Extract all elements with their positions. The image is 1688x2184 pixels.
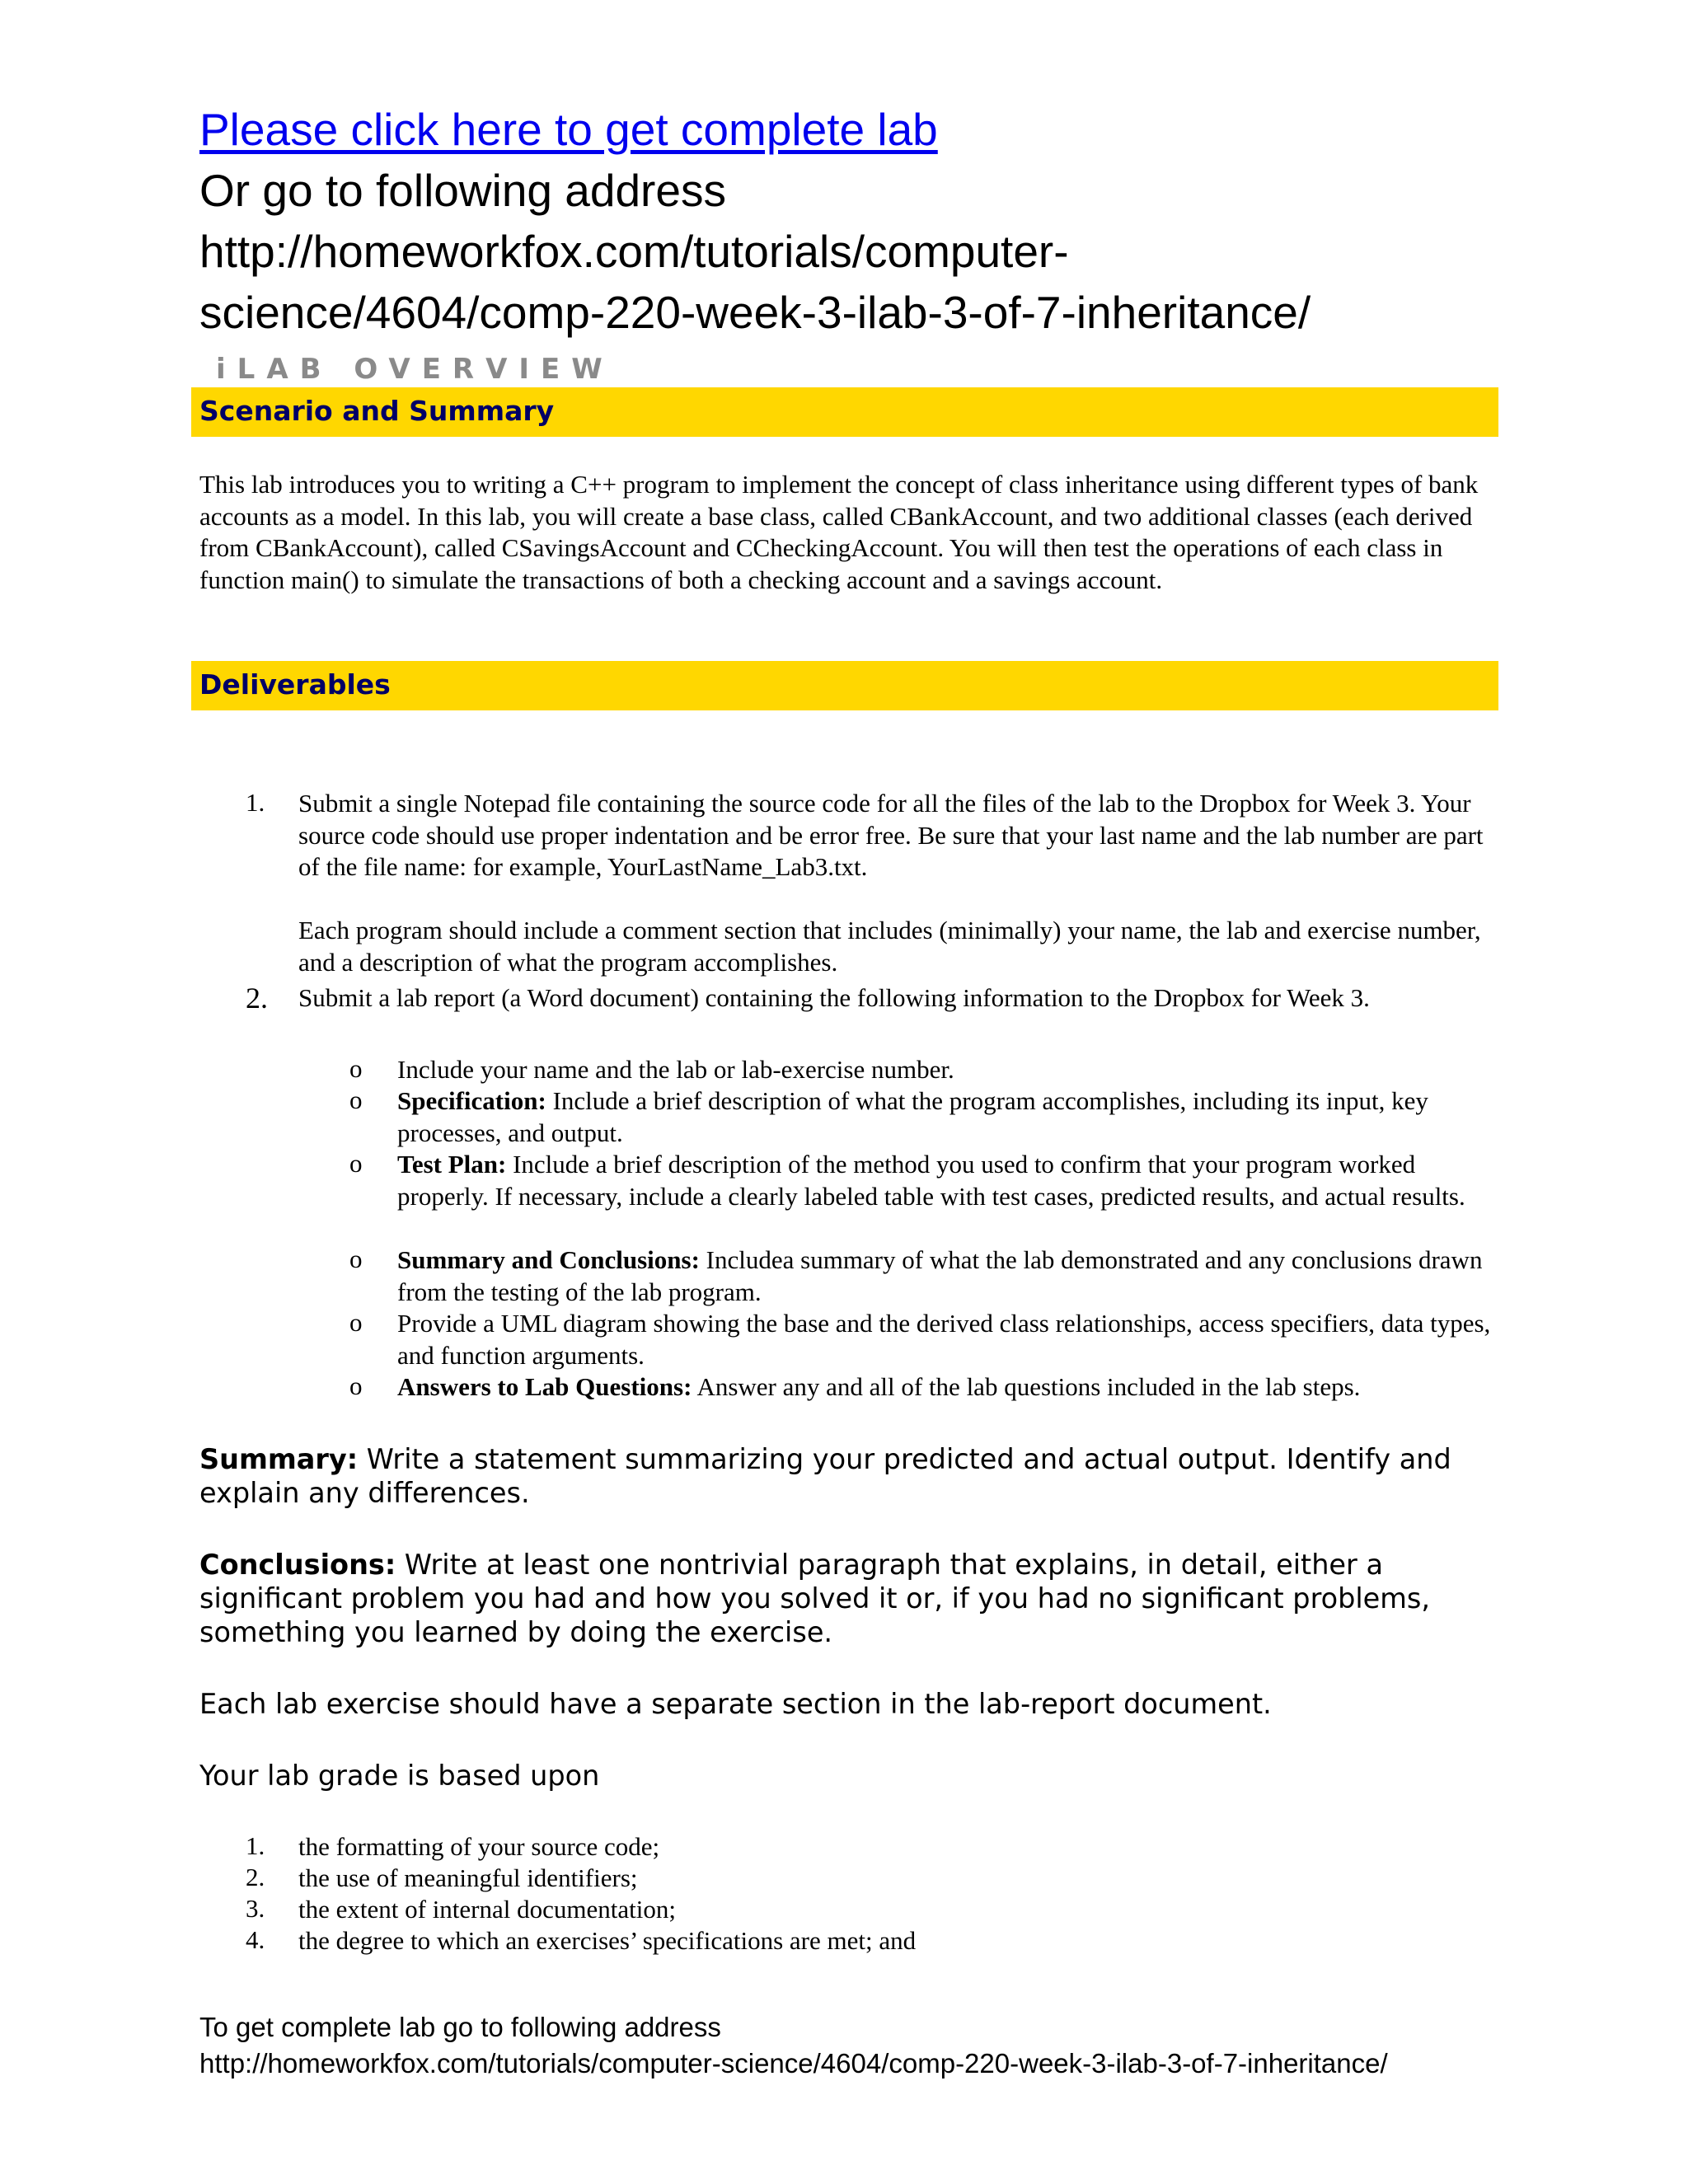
conclusions-paragraph: [199, 1548, 1502, 1649]
header-line-2: Or go to following address: [199, 165, 726, 216]
bullet-item-test-plan: [397, 1149, 1502, 1212]
grade-item: the extent of internal documentation;: [298, 1895, 676, 1924]
bullet-text: Includea summary of what the lab demonstrated and any conclusions drawn from the testing of the lab program.: [397, 1245, 1483, 1306]
bullet-text: Provide a UML diagram showing the base and the derived class relationships, access specifiers, data types, and function arguments.: [397, 1309, 1491, 1370]
deliverable-text-2: Submit a lab report (a Word document) containing the following information to the Dropbox for Week 3.: [298, 983, 1370, 1012]
scenario-heading-band: [191, 387, 1498, 437]
conclusions-label: Conclusions:: [199, 1549, 396, 1581]
bullet-marker: o: [349, 1149, 363, 1178]
deliverables-heading-band: [191, 661, 1498, 710]
complete-lab-link[interactable]: Please click here to get complete lab: [199, 104, 938, 155]
bullet-bold: Test Plan:: [397, 1150, 507, 1179]
conclusions-text: Write at least one nontrivial paragraph that explains, in detail, either a significant problem you had and how you solved it or, if you had no significant problems, something you learned by doing the exercise.: [199, 1549, 1431, 1648]
scenario-heading: Scenario and Summary: [199, 395, 555, 427]
deliverables-heading: Deliverables: [199, 668, 391, 701]
bullet-item-specification: [397, 1085, 1502, 1149]
scenario-text: This lab introduces you to writing a C++ program to implement the concept of class inheritance using different types of bank accounts as a model. In this lab, you will create a base class, called CBankAccount, and two additional classes (each derived from CBankAccount), called CSavingsAccount and CCheckingAccount. You will then test the operations of each class in function main() to simulate the transactions of both a checking account and a savings account.: [199, 470, 1479, 594]
bullet-item-lab-questions: [397, 1371, 1502, 1404]
bullet-text: Include your name and the lab or lab-exercise number.: [397, 1055, 954, 1084]
grade-number: 3.: [246, 1894, 265, 1923]
deliverable-text-1b: Each program should include a comment section that includes (minimally) your name, the lab and exercise number, and a description of what the program accomplishes.: [298, 916, 1481, 977]
grade-number: 4.: [246, 1925, 265, 1954]
bullet-marker: o: [349, 1308, 363, 1337]
header-url-line-1: http://homeworkfox.com/tutorials/computer-: [199, 226, 1069, 277]
bullet-text: Include a brief description of what the program accomplishes, including its input, key processes, and output.: [397, 1086, 1428, 1147]
grade-item: the use of meaningful identifiers;: [298, 1863, 638, 1892]
deliverable-number-2: 2.: [246, 982, 268, 1015]
bullet-bold: Specification:: [397, 1086, 546, 1115]
separate-section-note: Each lab exercise should have a separate section in the lab-report document.: [199, 1688, 1272, 1720]
bullet-text: Include a brief description of the method you used to confirm that your program worked properly. If necessary, include a clearly labeled table with test cases, predicted results, and actual results.: [397, 1150, 1465, 1211]
grade-intro: Your lab grade is based upon: [199, 1760, 600, 1792]
grade-number: 2.: [246, 1863, 265, 1891]
footer-url: http://homeworkfox.com/tutorials/computer-science/4604/comp-220-week-3-ilab-3-of-7-inheritance/: [199, 2048, 1388, 2079]
bullet-marker: o: [349, 1054, 363, 1083]
bullet-text: Answer any and all of the lab questions included in the lab steps.: [692, 1372, 1361, 1401]
deliverable-text-1: Submit a single Notepad file containing the source code for all the files of the lab to the Dropbox for Week 3. Your source code should use proper indentation and be error free. Be sure that your last name and the lab number are part of the file name: for example, YourLastName_Lab3.txt.: [298, 789, 1484, 881]
bullet-item-name: [397, 1054, 1502, 1086]
ilab-overview-label: iLAB OVERVIEW: [216, 353, 614, 386]
deliverable-number-1: 1.: [246, 788, 265, 817]
summary-text: Write a statement summarizing your predicted and actual output. Identify and explain any differences.: [199, 1443, 1451, 1509]
bullet-marker: o: [349, 1244, 363, 1273]
footer-line-1: To get complete lab go to following address: [199, 2012, 721, 2042]
grade-item: the degree to which an exercises’ specifications are met; and: [298, 1926, 917, 1955]
header-url-line-2: science/4604/comp-220-week-3-ilab-3-of-7-inheritance/: [199, 287, 1311, 338]
summary-label: Summary:: [199, 1443, 359, 1475]
grade-number: 1.: [246, 1831, 265, 1860]
bullet-marker: o: [349, 1371, 363, 1400]
bullet-bold: Answers to Lab Questions:: [397, 1372, 692, 1401]
bullet-marker: o: [349, 1085, 363, 1114]
grade-item: the formatting of your source code;: [298, 1832, 660, 1861]
header-block: [199, 99, 1518, 343]
summary-paragraph: [199, 1442, 1502, 1510]
bullet-bold: Summary and Conclusions:: [397, 1245, 700, 1274]
bullet-item-uml: [397, 1308, 1502, 1371]
bullet-item-summary-conclusions: [397, 1244, 1502, 1308]
